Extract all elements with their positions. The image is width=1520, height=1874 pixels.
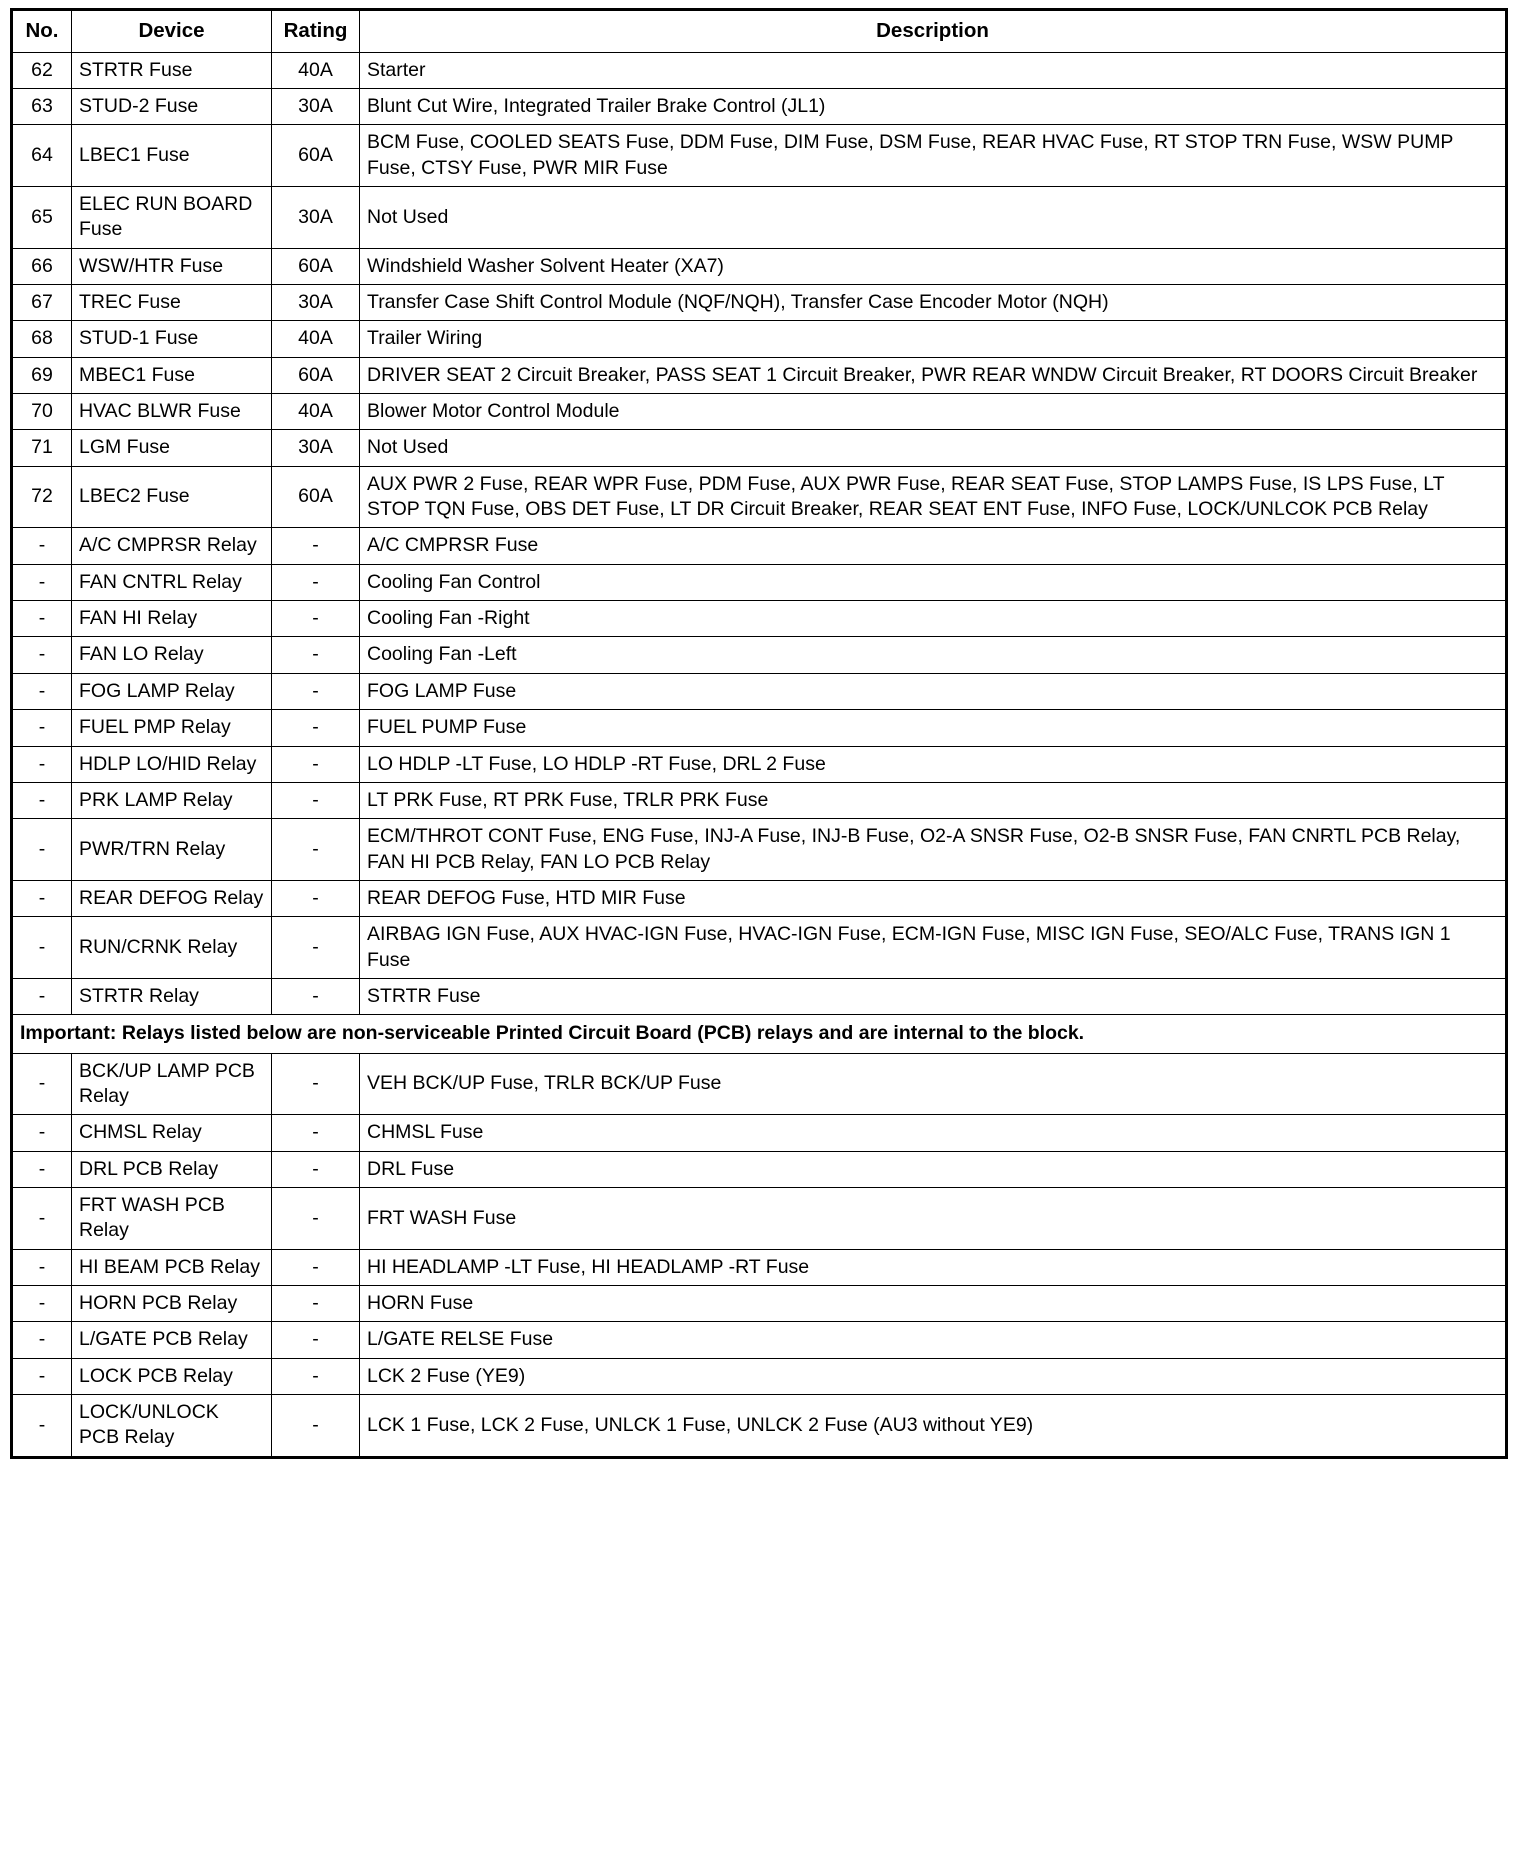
cell-device: FAN CNTRL Relay [72, 564, 272, 600]
cell-rating: - [272, 637, 360, 673]
cell-no: - [12, 1358, 72, 1394]
cell-description: Cooling Fan -Right [360, 601, 1507, 637]
cell-device: A/C CMPRSR Relay [72, 528, 272, 564]
table-row [12, 1249, 1507, 1285]
cell-no: - [12, 880, 72, 916]
cell-description: AUX PWR 2 Fuse, REAR WPR Fuse, PDM Fuse, AUX PWR Fuse, REAR SEAT Fuse, STOP LAMPS Fuse, IS LPS Fuse, LT STOP TQN Fuse, OBS DET Fuse, LT DR Circuit Breaker, REAR SEAT ENT Fuse, INFO Fuse, LOCK/UNLCOK PCB Relay [360, 466, 1507, 528]
table-row [12, 782, 1507, 818]
cell-rating: 30A [272, 88, 360, 124]
cell-description: Not Used [360, 187, 1507, 249]
cell-no: - [12, 528, 72, 564]
cell-description: ECM/THROT CONT Fuse, ENG Fuse, INJ-A Fuse, INJ-B Fuse, O2-A SNSR Fuse, O2-B SNSR Fuse, FAN CNRTL PCB Relay, FAN HI PCB Relay, FAN LO PCB Relay [360, 819, 1507, 881]
cell-description: FUEL PUMP Fuse [360, 710, 1507, 746]
cell-description: HI HEADLAMP -LT Fuse, HI HEADLAMP -RT Fuse [360, 1249, 1507, 1285]
cell-device: FRT WASH PCB Relay [72, 1187, 272, 1249]
table-row [12, 357, 1507, 393]
cell-description: REAR DEFOG Fuse, HTD MIR Fuse [360, 880, 1507, 916]
table-row [12, 1358, 1507, 1394]
cell-rating: - [272, 1187, 360, 1249]
cell-description: AIRBAG IGN Fuse, AUX HVAC-IGN Fuse, HVAC-IGN Fuse, ECM-IGN Fuse, MISC IGN Fuse, SEO/ALC Fuse, TRANS IGN 1 Fuse [360, 917, 1507, 979]
cell-description: Trailer Wiring [360, 321, 1507, 357]
cell-device: TREC Fuse [72, 285, 272, 321]
cell-no: 64 [12, 125, 72, 187]
cell-no: - [12, 637, 72, 673]
cell-description: BCM Fuse, COOLED SEATS Fuse, DDM Fuse, DIM Fuse, DSM Fuse, REAR HVAC Fuse, RT STOP TRN Fuse, WSW PUMP Fuse, CTSY Fuse, PWR MIR Fuse [360, 125, 1507, 187]
table-row [12, 248, 1507, 284]
cell-no: - [12, 917, 72, 979]
cell-rating: - [272, 1322, 360, 1358]
table-row [12, 1322, 1507, 1358]
table-row [12, 637, 1507, 673]
table-row [12, 88, 1507, 124]
table-row [12, 917, 1507, 979]
cell-description: DRL Fuse [360, 1151, 1507, 1187]
cell-description: Blunt Cut Wire, Integrated Trailer Brake Control (JL1) [360, 88, 1507, 124]
cell-device: LBEC2 Fuse [72, 466, 272, 528]
table-row [12, 1395, 1507, 1458]
cell-rating: 60A [272, 466, 360, 528]
table-row [12, 285, 1507, 321]
cell-no: - [12, 1187, 72, 1249]
cell-no: - [12, 782, 72, 818]
cell-description: Windshield Washer Solvent Heater (XA7) [360, 248, 1507, 284]
table-row [12, 321, 1507, 357]
cell-rating: - [272, 978, 360, 1014]
cell-description: HORN Fuse [360, 1286, 1507, 1322]
cell-rating: 60A [272, 357, 360, 393]
table-body [12, 52, 1507, 1457]
table-row [12, 710, 1507, 746]
cell-rating: - [272, 880, 360, 916]
cell-no: 70 [12, 394, 72, 430]
cell-device: REAR DEFOG Relay [72, 880, 272, 916]
table-row [12, 125, 1507, 187]
table-row [12, 466, 1507, 528]
cell-rating: 30A [272, 430, 360, 466]
cell-device: RUN/CRNK Relay [72, 917, 272, 979]
cell-device: MBEC1 Fuse [72, 357, 272, 393]
cell-description: CHMSL Fuse [360, 1115, 1507, 1151]
cell-no: - [12, 1249, 72, 1285]
cell-rating: - [272, 564, 360, 600]
column-header-no: No. [12, 10, 72, 53]
cell-no: - [12, 1115, 72, 1151]
cell-description: Cooling Fan -Left [360, 637, 1507, 673]
table-row [12, 746, 1507, 782]
cell-device: L/GATE PCB Relay [72, 1322, 272, 1358]
cell-device: HI BEAM PCB Relay [72, 1249, 272, 1285]
cell-device: HDLP LO/HID Relay [72, 746, 272, 782]
cell-rating: - [272, 746, 360, 782]
cell-no: - [12, 819, 72, 881]
cell-device: LGM Fuse [72, 430, 272, 466]
cell-rating: 40A [272, 321, 360, 357]
cell-no: - [12, 1322, 72, 1358]
cell-no: 72 [12, 466, 72, 528]
cell-no: - [12, 1053, 72, 1115]
table-row [12, 394, 1507, 430]
cell-device: LBEC1 Fuse [72, 125, 272, 187]
cell-no: - [12, 564, 72, 600]
cell-device: BCK/UP LAMP PCB Relay [72, 1053, 272, 1115]
cell-rating: - [272, 917, 360, 979]
table-row [12, 430, 1507, 466]
cell-rating: 30A [272, 285, 360, 321]
table-header [12, 10, 1507, 53]
cell-rating: 60A [272, 248, 360, 284]
cell-description: L/GATE RELSE Fuse [360, 1322, 1507, 1358]
cell-rating: - [272, 1151, 360, 1187]
cell-description: STRTR Fuse [360, 978, 1507, 1014]
table-row [12, 880, 1507, 916]
cell-device: STUD-1 Fuse [72, 321, 272, 357]
cell-rating: - [272, 601, 360, 637]
cell-no: - [12, 601, 72, 637]
cell-description: Not Used [360, 430, 1507, 466]
cell-description: LO HDLP -LT Fuse, LO HDLP -RT Fuse, DRL 2 Fuse [360, 746, 1507, 782]
important-note: Important: Relays listed below are non-serviceable Printed Circuit Board (PCB) relays and are internal to the block. [12, 1015, 1507, 1053]
cell-device: FAN LO Relay [72, 637, 272, 673]
cell-device: HVAC BLWR Fuse [72, 394, 272, 430]
cell-description: Transfer Case Shift Control Module (NQF/NQH), Transfer Case Encoder Motor (NQH) [360, 285, 1507, 321]
cell-rating: 40A [272, 394, 360, 430]
table-row [12, 673, 1507, 709]
table-row [12, 528, 1507, 564]
cell-rating: - [272, 1053, 360, 1115]
cell-device: FAN HI Relay [72, 601, 272, 637]
cell-no: 71 [12, 430, 72, 466]
cell-rating: - [272, 819, 360, 881]
cell-device: STRTR Relay [72, 978, 272, 1014]
cell-description: LCK 2 Fuse (YE9) [360, 1358, 1507, 1394]
cell-description: LT PRK Fuse, RT PRK Fuse, TRLR PRK Fuse [360, 782, 1507, 818]
cell-rating: - [272, 1395, 360, 1458]
cell-device: STUD-2 Fuse [72, 88, 272, 124]
cell-no: 67 [12, 285, 72, 321]
cell-rating: 60A [272, 125, 360, 187]
cell-no: - [12, 746, 72, 782]
cell-rating: - [272, 1358, 360, 1394]
cell-no: 66 [12, 248, 72, 284]
cell-no: - [12, 1151, 72, 1187]
cell-no: - [12, 710, 72, 746]
table-row [12, 1151, 1507, 1187]
cell-device: HORN PCB Relay [72, 1286, 272, 1322]
cell-description: Cooling Fan Control [360, 564, 1507, 600]
cell-rating: - [272, 1249, 360, 1285]
cell-rating: - [272, 528, 360, 564]
cell-no: 62 [12, 52, 72, 88]
cell-device: PRK LAMP Relay [72, 782, 272, 818]
table-header-row [12, 10, 1507, 53]
table-row [12, 52, 1507, 88]
cell-device: FUEL PMP Relay [72, 710, 272, 746]
table-row [12, 819, 1507, 881]
cell-device: LOCK PCB Relay [72, 1358, 272, 1394]
table-row [12, 978, 1507, 1014]
table-row [12, 1187, 1507, 1249]
cell-description: A/C CMPRSR Fuse [360, 528, 1507, 564]
cell-device: STRTR Fuse [72, 52, 272, 88]
cell-rating: - [272, 1286, 360, 1322]
cell-description: LCK 1 Fuse, LCK 2 Fuse, UNLCK 1 Fuse, UNLCK 2 Fuse (AU3 without YE9) [360, 1395, 1507, 1458]
cell-no: 65 [12, 187, 72, 249]
cell-device: PWR/TRN Relay [72, 819, 272, 881]
cell-rating: - [272, 710, 360, 746]
cell-no: 63 [12, 88, 72, 124]
cell-rating: - [272, 1115, 360, 1151]
column-header-device: Device [72, 10, 272, 53]
cell-no: 68 [12, 321, 72, 357]
cell-description: Starter [360, 52, 1507, 88]
cell-no: - [12, 673, 72, 709]
cell-rating: - [272, 673, 360, 709]
table-row [12, 1115, 1507, 1151]
table-row [12, 564, 1507, 600]
cell-no: 69 [12, 357, 72, 393]
cell-description: VEH BCK/UP Fuse, TRLR BCK/UP Fuse [360, 1053, 1507, 1115]
cell-device: WSW/HTR Fuse [72, 248, 272, 284]
cell-no: - [12, 1286, 72, 1322]
cell-device: CHMSL Relay [72, 1115, 272, 1151]
table-row [12, 601, 1507, 637]
cell-no: - [12, 978, 72, 1014]
table-row [12, 1286, 1507, 1322]
cell-device: FOG LAMP Relay [72, 673, 272, 709]
cell-no: - [12, 1395, 72, 1458]
table-row [12, 1053, 1507, 1115]
cell-rating: - [272, 782, 360, 818]
cell-device: DRL PCB Relay [72, 1151, 272, 1187]
important-note-row [12, 1015, 1507, 1053]
fuse-relay-table [10, 8, 1508, 1459]
cell-description: FOG LAMP Fuse [360, 673, 1507, 709]
cell-description: DRIVER SEAT 2 Circuit Breaker, PASS SEAT 1 Circuit Breaker, PWR REAR WNDW Circuit Breaker, RT DOORS Circuit Breaker [360, 357, 1507, 393]
cell-description: FRT WASH Fuse [360, 1187, 1507, 1249]
table-row [12, 187, 1507, 249]
cell-rating: 40A [272, 52, 360, 88]
cell-description: Blower Motor Control Module [360, 394, 1507, 430]
column-header-rating: Rating [272, 10, 360, 53]
column-header-description: Description [360, 10, 1507, 53]
cell-device: ELEC RUN BOARD Fuse [72, 187, 272, 249]
cell-rating: 30A [272, 187, 360, 249]
cell-device: LOCK/UNLOCK PCB Relay [72, 1395, 272, 1458]
